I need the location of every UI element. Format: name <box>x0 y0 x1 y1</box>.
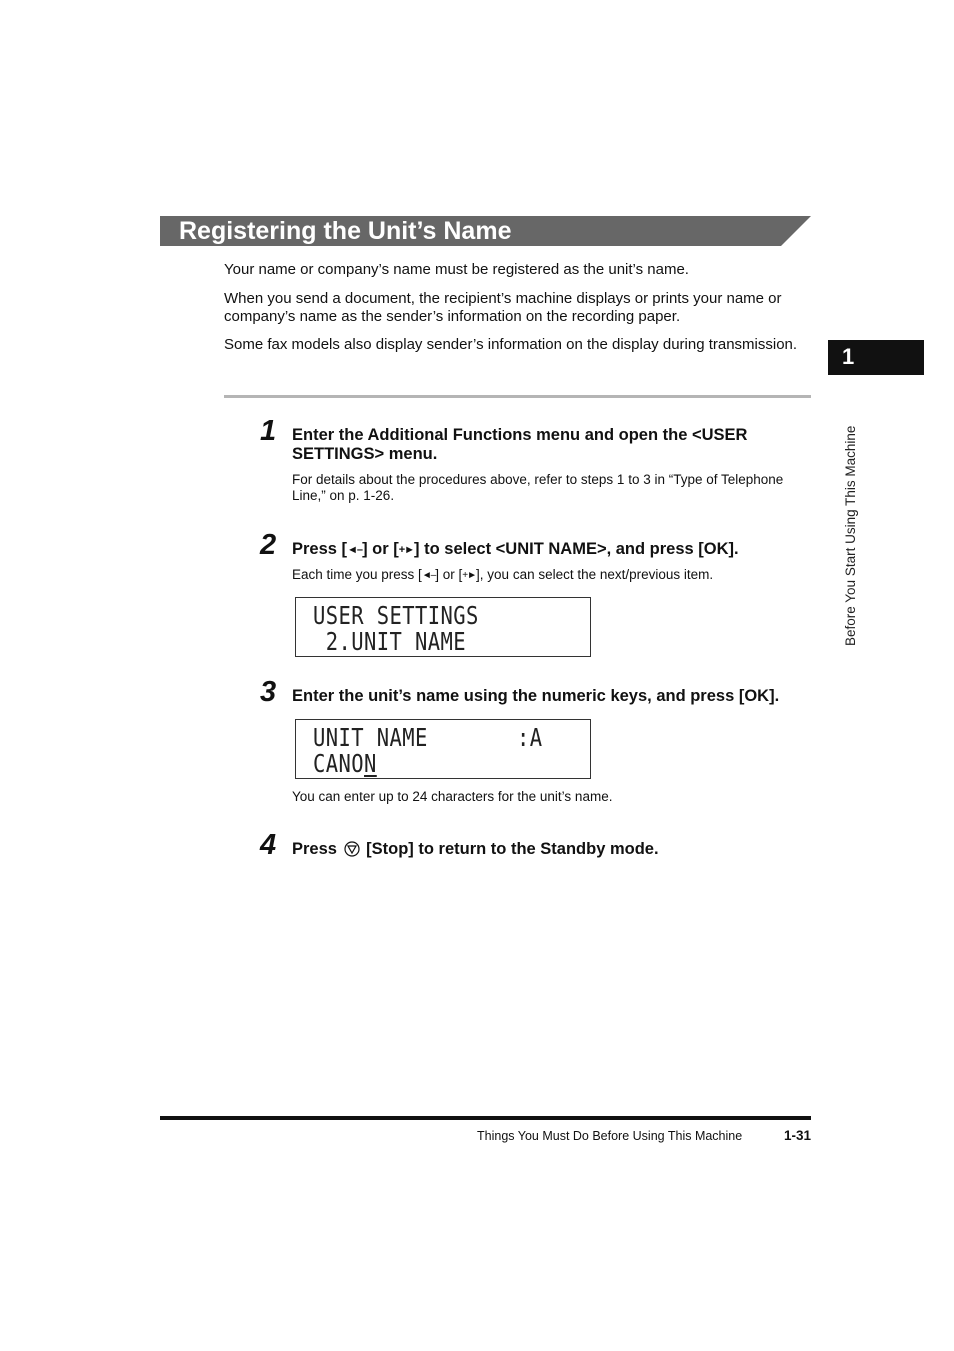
step-3-note: You can enter up to 24 characters for the unit’s name. <box>292 789 613 804</box>
footer-rule <box>160 1116 811 1120</box>
step-4-heading <box>292 840 817 859</box>
lcd-cursor-char: N <box>364 749 377 778</box>
intro-paragraph-1: Your name or company’s name must be registered as the unit’s name. <box>224 261 689 278</box>
lcd-entered-text: CANO <box>313 749 365 778</box>
plus-arrow-right-icon: +► <box>462 570 477 581</box>
step-3-heading: Enter the unit’s name using the numeric keys, and press [OK]. <box>292 687 780 705</box>
step-4-heading-part-b: [Stop] to return to the Standby mode. <box>366 840 659 858</box>
lcd-display-user-settings <box>295 597 591 657</box>
step-4-number: 4 <box>260 829 277 861</box>
step-2-heading <box>292 540 817 560</box>
step-1-note: For details about the procedures above, refer to steps 1 to 3 in “Type of Telephone Line,” on p. 1-26. <box>292 472 784 503</box>
lcd-display-unit-name <box>295 719 591 779</box>
section-divider <box>224 395 811 398</box>
intro-paragraph-2: When you send a document, the recipient’s machine displays or prints your name or company’s name as the sender’s information on the recording paper. <box>224 290 782 325</box>
stop-icon <box>344 841 360 857</box>
step-2-heading-part-b: ] or [ <box>362 540 399 558</box>
step-4-heading-part-a: Press <box>292 840 337 858</box>
lcd-line-1: USER SETTINGS <box>313 601 479 630</box>
step-1-number: 1 <box>260 415 277 447</box>
step-2-note-part-b: ] or [ <box>435 567 463 582</box>
minus-arrow-left-icon: ◄– <box>347 544 363 556</box>
lcd-line-2: 2.UNIT NAME <box>313 627 467 656</box>
step-1-heading: Enter the Additional Functions menu and open the <USER SETTINGS> menu. <box>292 426 748 463</box>
intro-paragraph-3: Some fax models also display sender’s information on the display during transmission. <box>224 336 798 353</box>
step-2-number: 2 <box>260 529 277 561</box>
lcd-line-2 <box>313 751 377 776</box>
chapter-number: 1 <box>842 344 855 369</box>
step-2-heading-part-c: ] to select <UNIT NAME>, and press [OK]. <box>414 540 739 558</box>
step-2-note-part-a: Each time you press [ <box>292 567 422 582</box>
step-2-heading-part-a: Press [ <box>292 540 348 558</box>
chapter-label: Before You Start Using This Machine <box>843 425 858 646</box>
minus-arrow-left-icon: ◄– <box>421 570 436 581</box>
step-2-note <box>292 567 817 584</box>
page-number: 1-31 <box>784 1128 812 1143</box>
plus-arrow-right-icon: +► <box>398 544 415 556</box>
step-2-note-part-c: ], you can select the next/previous item. <box>476 567 714 582</box>
footer-title: Things You Must Do Before Using This Machine <box>477 1129 743 1143</box>
step-3-number: 3 <box>260 676 277 708</box>
section-title: Registering the Unit’s Name <box>179 217 512 245</box>
lcd-line-1: UNIT NAME :A <box>313 723 543 752</box>
